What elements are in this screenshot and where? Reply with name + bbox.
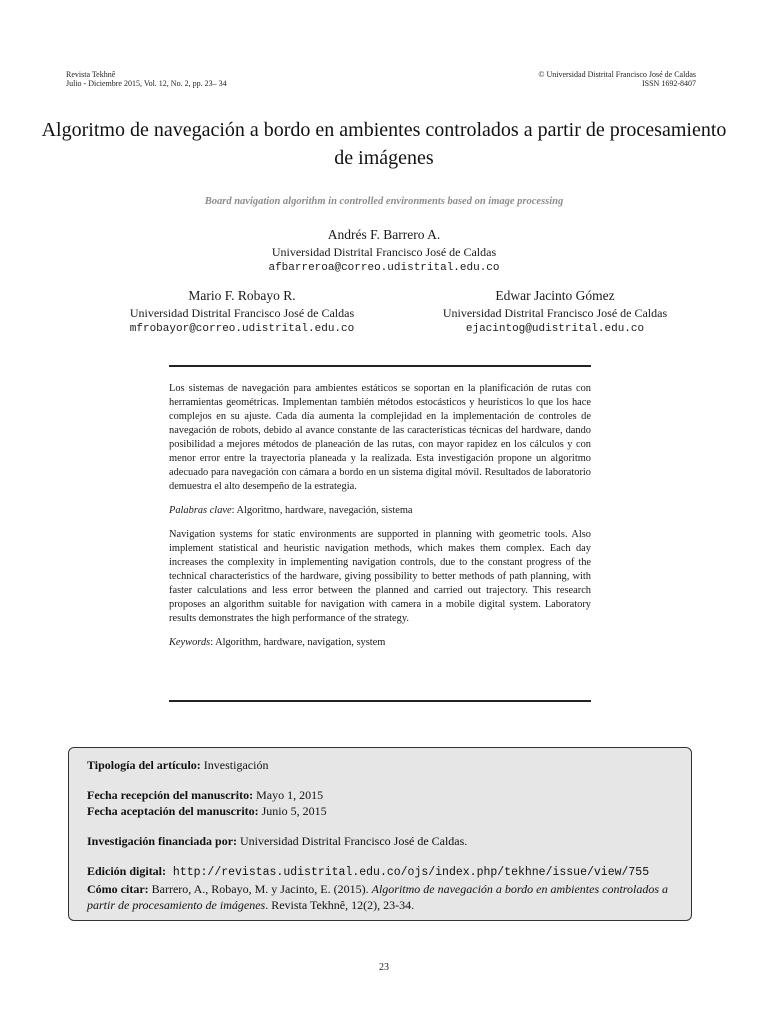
tipologia-value: Investigación <box>200 758 269 772</box>
abstract-spanish: Los sistemas de navegación para ambientes estáticos se soportan en la planificación de rutas con herramientas geométricas. Implementan también métodos estocásticos y heurísticos lo que los hace complejos en su ajuste. Cada día aumenta la complejidad en la implementación de controles de navegación de robots, debido al avance constante de las características técnicas del hardware, dando posibilidad a mejores métodos de planeación de las rutas, con mayor rapidez en los cálculos y con menor error entre la trayectoria planeada y la realizada. Esta investigación propone un algoritmo adecuado para navegación con cámara a bordo en un sistema digital móvil. Resultados de laboratorio demuestra el alto desempeño de la estrategia. <box>169 383 591 492</box>
recepcion-row <box>87 787 673 803</box>
author-name: Edwar Jacinto Gómez <box>495 288 615 303</box>
journal-header <box>66 70 227 88</box>
author-affiliation: Universidad Distrital Francisco José de Caldas <box>442 306 668 320</box>
page-number: 23 <box>379 962 389 973</box>
aceptacion-value: Junio 5, 2015 <box>258 804 327 818</box>
author-3 <box>370 287 740 337</box>
author-email[interactable]: ejacintog@udistrital.edu.co <box>465 323 645 335</box>
citar-rest: . Revista Tekhnê, 12(2), 23-34. <box>265 898 415 912</box>
abstract-english: Navigation systems for static environments are supported in planning with geometric tools. Also implement statistical and heuristic navigation methods, which makes them complex. Each day increases the complexity in implementing navigation controls, due to the constant progress of the technical characteristics of the hardware, giving possibility to better methods of path planning, with faster calculations and less error between the planned and carried out trajectory. This research proposes an algorithm suitable for navigation with camera in a mobile digital system. Laboratory results demonstrates the high performance of the strategy. <box>169 529 591 624</box>
keywords-label: Palabras clave <box>169 505 232 516</box>
recepcion-value: Mayo 1, 2015 <box>253 788 324 802</box>
issn: ISSN 1692-8407 <box>641 79 696 88</box>
author-email[interactable]: mfrobayor@correo.udistrital.edu.co <box>129 323 355 335</box>
citar-row <box>87 881 673 913</box>
keywords-label: Keywords <box>169 637 211 648</box>
tipologia-label: Tipología del artículo: <box>87 758 201 772</box>
financiada-label: Investigación financiada por: <box>87 834 238 848</box>
paper-subtitle: Board navigation algorithm in controlled environments based on image processing <box>204 196 564 207</box>
keywords-value: : Algoritmo, hardware, navegación, sistema <box>231 505 413 516</box>
citar-label: Cómo citar: <box>87 882 149 896</box>
edicion-link[interactable]: http://revistas.udistrital.edu.co/ojs/index.php/tekhne/issue/view/755 <box>166 866 650 879</box>
journal-name: Revista Tekhnê <box>66 70 116 79</box>
copyright: © Universidad Distrital Francisco José de Caldas <box>538 70 696 79</box>
article-info-box <box>68 747 692 921</box>
keywords-english <box>169 636 591 650</box>
paper-title: Algoritmo de navegación a bordo en ambientes controlados a partir de procesamiento de imágenes <box>41 119 727 169</box>
financiada-row <box>87 833 673 849</box>
abstract-bottom-rule <box>169 700 591 702</box>
abstract-section <box>169 382 591 660</box>
tipologia-row <box>87 757 673 773</box>
author-name: Mario F. Robayo R. <box>188 288 296 303</box>
financiada-value: Universidad Distrital Francisco José de Caldas. <box>237 834 468 848</box>
abstract-top-rule <box>169 365 591 367</box>
author-name: Andrés F. Barrero A. <box>327 227 441 242</box>
author-affiliation: Universidad Distrital Francisco José de Caldas <box>271 245 497 259</box>
author-affiliation: Universidad Distrital Francisco José de Caldas <box>129 306 355 320</box>
journal-issue: Julio - Diciembre 2015, Vol. 12, No. 2, pp. 23– 34 <box>66 79 227 88</box>
edicion-row <box>87 863 673 881</box>
author-1 <box>184 226 584 276</box>
keywords-spanish <box>169 504 591 518</box>
citar-title: Algoritmo de navegación a bordo en ambientes controlados a partir de procesamiento de imágenes <box>87 882 669 912</box>
aceptacion-row <box>87 803 673 819</box>
author-2 <box>82 287 402 337</box>
citar-authors: Barrero, A., Robayo, M. y Jacinto, E. (2015). <box>148 882 372 896</box>
keywords-value: : Algorithm, hardware, navigation, system <box>210 637 386 648</box>
copyright-header <box>538 70 696 88</box>
recepcion-label: Fecha recepción del manuscrito: <box>87 788 254 802</box>
aceptacion-label: Fecha aceptación del manuscrito: <box>87 804 259 818</box>
author-email[interactable]: afbarreroa@correo.udistrital.edu.co <box>268 262 500 274</box>
edicion-label: Edición digital: <box>87 864 167 878</box>
